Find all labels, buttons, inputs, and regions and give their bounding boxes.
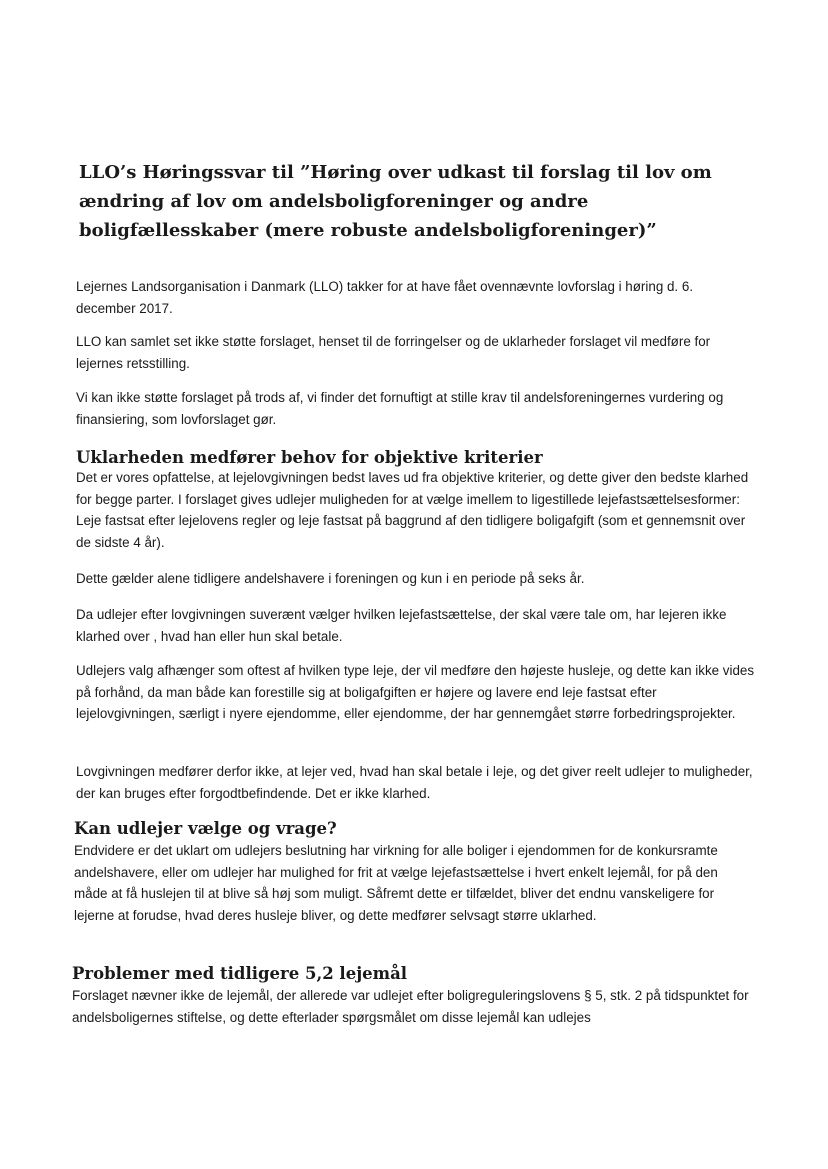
section-paragraph: Det er vores opfattelse, at lejelovgivningen bedst laves ud fra objektive kriterier, og dette giver den bedste klarhed for begge parter. I forslaget gives udlejer muligheden for at vælge imellem to ligestillede lejefastsættelsesformer: Leje fastsat efter lejelovens regler og leje fastsat på baggrund af den tidligere boligafgift (som et gennemsnit over de sidste 4 år). (76, 470, 749, 550)
document-title: LLO’s Høringssvar til ”Høring over udkast til forslag til lov om ændring af lov om andelsboligforeninger og andre boligfællesskaber (mere robuste andelsboligforeninger)” (79, 162, 712, 241)
intro-paragraph: LLO kan samlet set ikke støtte forslaget, henset til de forringelser og de uklarheder forslaget vil medføre for lejernes retsstilling. (76, 334, 711, 371)
intro-paragraph: Lejernes Landsorganisation i Danmark (LLO) takker for at have fået ovennævnte lovforslag i høring d. 6. december 2017. (76, 279, 694, 316)
section-paragraph: Endvidere er det uklart om udlejers beslutning har virkning for alle boliger i ejendommen for de konkursramte andelshavere, eller om udlejer har mulighed for frit at vælge lejefastsættelse i hvert enkelt lejemål, for på den måde at få huslejen til at blive så høj som muligt. Såfremt dette er tilfældet, bliver det endnu vanskeligere for lejerne at forudse, hvad deres husleje bliver, og dette medfører selvsagt større uklarhed. (74, 843, 718, 923)
section-paragraph: Lovgivningen medfører derfor ikke, at lejer ved, hvad han skal betale i leje, og det giver reelt udlejer to muligheder, der kan bruges efter forgodtbefindende. Det er ikke klarhed. (76, 764, 753, 801)
section-paragraph: Dette gælder alene tidligere andelshavere i foreningen og kun i en periode på seks år. (76, 571, 585, 586)
section-heading: Problemer med tidligere 5,2 lejemål (72, 964, 408, 983)
section-paragraph: Udlejers valg afhænger som oftest af hvilken type leje, der vil medføre den højeste husleje, og dette kan ikke vides på forhånd, da man både kan forestille sig at boligafgiften er højere og lavere end leje fastsat efter lejelovgivningen, særligt i nyere ejendomme, eller ejendomme, der har gennemgået større forbedringsprojekter. (76, 663, 755, 721)
intro-paragraph: Vi kan ikke støtte forslaget på trods af, vi finder det fornuftigt at stille krav til andelsforeningernes vurdering og finansiering, som lovforslaget gør. (76, 390, 724, 427)
section-heading: Kan udlejer vælge og vrage? (74, 819, 337, 838)
section-paragraph: Forslaget nævner ikke de lejemål, der allerede var udlejet efter boligreguleringslovens § 5, stk. 2 på tidspunktet for andelsboligernes stiftelse, og dette efterlader spørgsmålet om disse lejemål kan udlejes (72, 988, 749, 1025)
section-paragraph: Da udlejer efter lovgivningen suverænt vælger hvilken lejefastsættelse, der skal være tale om, har lejeren ikke klarhed over , hvad han eller hun skal betale. (76, 607, 727, 644)
section-heading: Uklarheden medfører behov for objektive kriterier (76, 448, 543, 467)
